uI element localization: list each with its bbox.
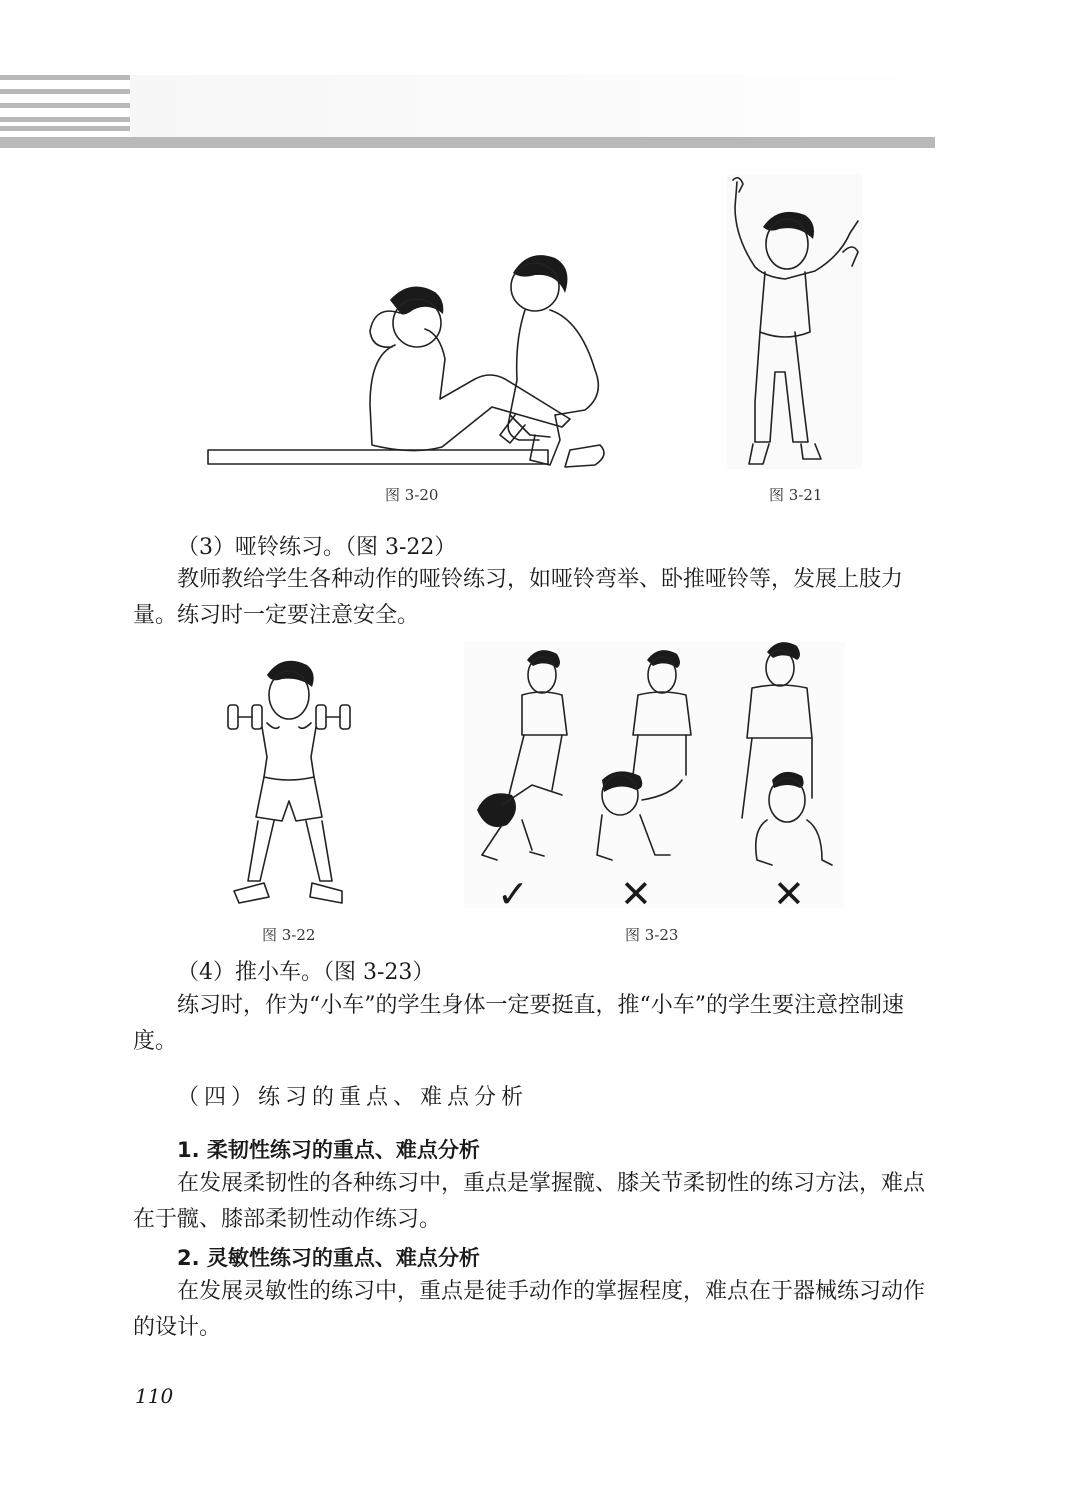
section-4-body: 练习时，作为“小车”的学生身体一定要挺直，推“小车”的学生要注意控制速度。 <box>133 993 904 1054</box>
figure-3-21-caption: 图 3-21 <box>769 486 823 504</box>
section-4-heading: （4）推小车。（图 3-23） <box>177 960 435 985</box>
figure-3-23-mark-wrong-2: ✕ <box>773 872 805 916</box>
header-stripe <box>0 117 130 122</box>
header-stripe <box>0 75 130 80</box>
item-1-title: 1. 柔韧性练习的重点、难点分析 <box>177 1138 480 1162</box>
figure-3-22-caption: 图 3-22 <box>262 926 316 944</box>
page-number: 110 <box>135 1384 174 1408</box>
header-stripe <box>0 89 130 94</box>
header-shade <box>130 75 935 137</box>
header-stripe <box>0 103 130 108</box>
figure-3-23-mark-correct: ✓ <box>497 872 529 916</box>
figure-3-22-illustration <box>222 655 357 915</box>
item-2-title: 2. 灵敏性练习的重点、难点分析 <box>177 1246 480 1270</box>
part-4-heading: （四）练习的重点、难点分析 <box>177 1085 529 1110</box>
figure-3-21-illustration <box>725 172 865 472</box>
figure-3-20-illustration <box>205 245 625 475</box>
figure-3-23-mark-wrong-1: ✕ <box>620 872 652 916</box>
figure-3-23-caption: 图 3-23 <box>625 926 679 944</box>
figure-3-20-caption: 图 3-20 <box>385 486 439 504</box>
item-2-body: 在发展灵敏性的练习中，重点是徒手动作的掌握程度，难点在于器械练习动作的设计。 <box>133 1279 926 1340</box>
item-1-body: 在发展柔韧性的各种练习中，重点是掌握髋、膝关节柔韧性的练习方法，难点在于髋、膝部柔韧性动作练习。 <box>133 1171 926 1232</box>
header-stripe <box>0 126 130 131</box>
section-3-body: 教师教给学生各种动作的哑铃练习，如哑铃弯举、卧推哑铃等，发展上肢力量。练习时一定要注意安全。 <box>133 567 904 628</box>
section-3-heading: （3）哑铃练习。（图 3-22） <box>177 535 457 560</box>
figure-3-23-illustration <box>462 640 847 910</box>
header-band <box>0 137 935 148</box>
